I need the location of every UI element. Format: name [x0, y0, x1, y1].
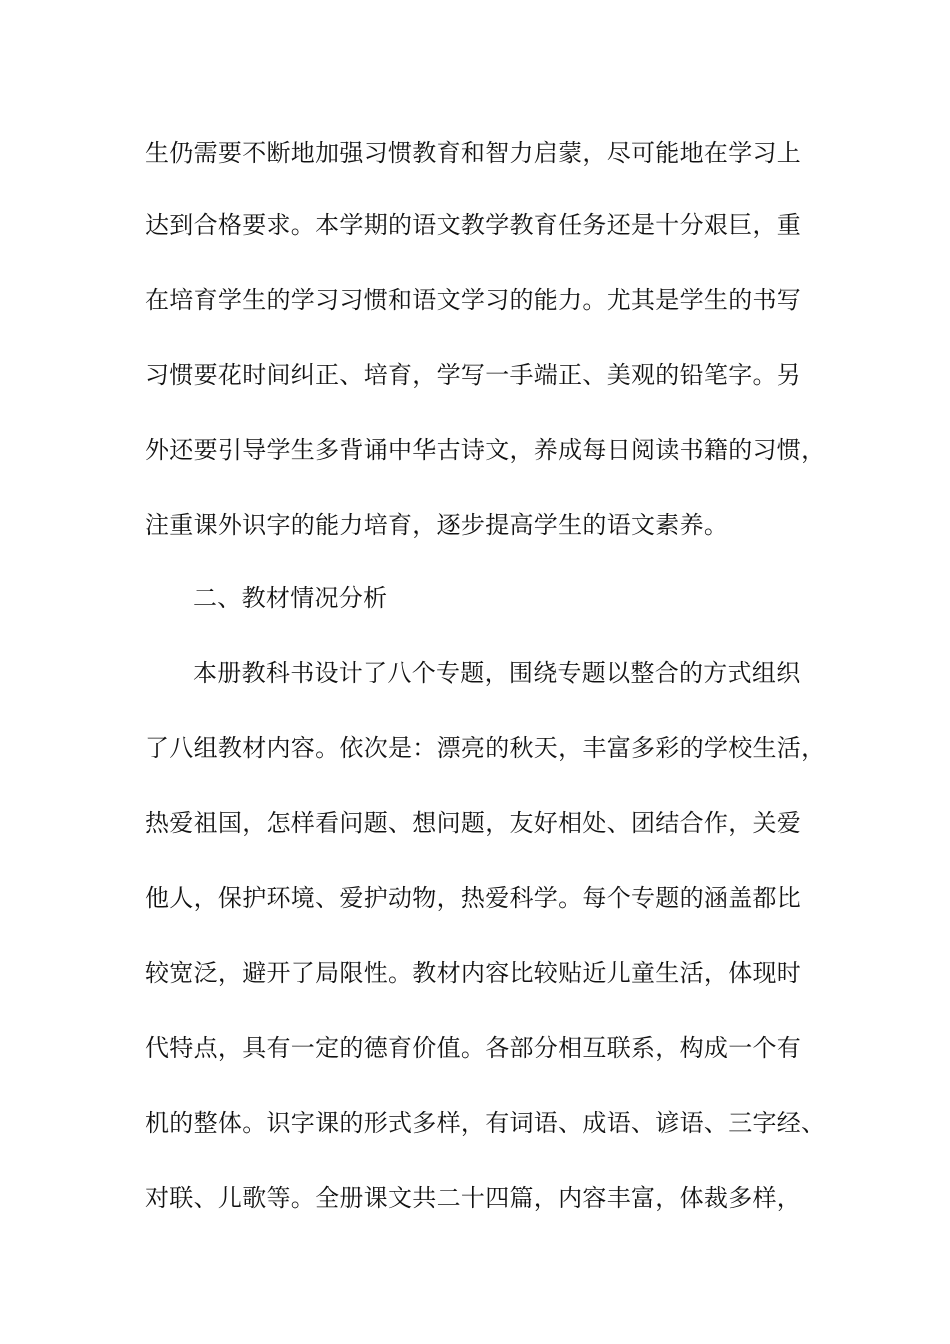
text-line: 了八组教材内容。依次是：漂亮的秋天，丰富多彩的学校生活， — [145, 734, 826, 762]
text-line: 代特点，具有一定的德育价值。各部分相互联系，构成一个有 — [145, 1034, 802, 1062]
text-line: 机的整体。识字课的形式多样，有词语、成语、谚语、三字经、 — [145, 1109, 826, 1137]
text-line: 外还要引导学生多背诵中华古诗文，养成每日阅读书籍的习惯， — [145, 436, 826, 464]
text-line: 热爱祖国，怎样看问题、想问题，友好相处、团结合作，关爱 — [145, 809, 802, 837]
text-line: 本册教科书设计了八个专题，围绕专题以整合的方式组织 — [193, 659, 801, 687]
text-line: 他人，保护环境、爱护动物，热爱科学。每个专题的涵盖都比 — [145, 884, 802, 912]
text-line: 习惯要花时间纠正、培育，学写一手端正、美观的铅笔字。另 — [145, 361, 802, 389]
text-line: 注重课外识字的能力培育，逐步提高学生的语文素养。 — [145, 511, 729, 539]
text-line: 较宽泛，避开了局限性。教材内容比较贴近儿童生活，体现时 — [145, 959, 802, 987]
text-line: 达到合格要求。本学期的语文教学教育任务还是十分艰巨，重 — [145, 211, 802, 239]
text-line: 生仍需要不断地加强习惯教育和智力启蒙，尽可能地在学习上 — [145, 139, 802, 167]
text-line: 对联、儿歌等。全册课文共二十四篇，内容丰富，体裁多样， — [145, 1184, 802, 1212]
text-line: 在培育学生的学习习惯和语文学习的能力。尤其是学生的书写 — [145, 286, 802, 314]
section-heading: 二、教材情况分析 — [193, 584, 388, 612]
